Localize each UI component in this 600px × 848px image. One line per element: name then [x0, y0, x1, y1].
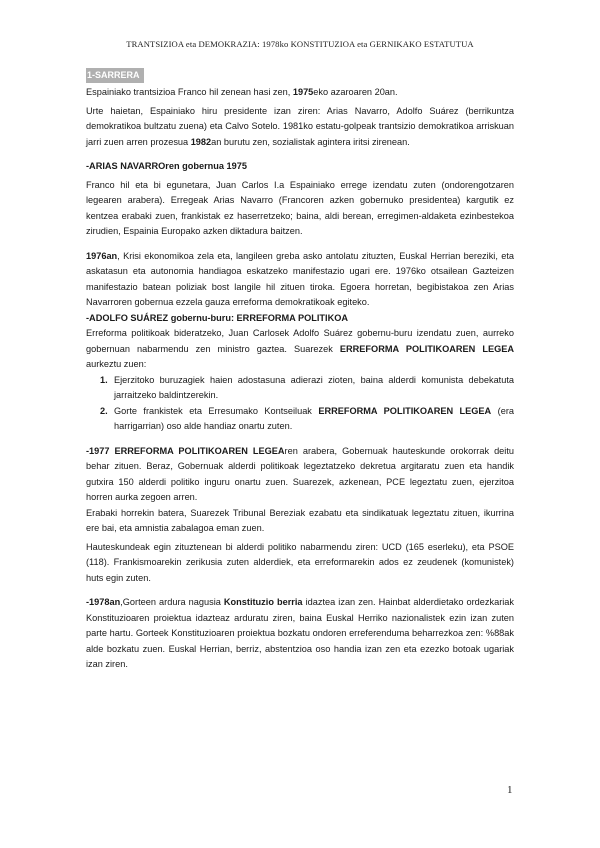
heading-arias-navarro: -ARIAS NAVARROren gobernua 1975 [86, 161, 247, 171]
page-number: 1 [507, 784, 513, 796]
paragraph-1978: -1978an,Gorteen ardura nagusia Konstituzio berria idaztea izan zen. Hainbat alderdietako ordezkariak Konstituzioaren proiektua idazteaz arduratu ziren, baina Euskal Herriko nazionalistek ezin izan zuten parte hartu. Gorteek Konstituzioaren proiektua bozkatu ondoren erreferenduma beharrezkoa zen: %88ak alde bozkatu zuen. Euskal Herrian, berriz, abstentzioa oso handia izan zen eta ezezko botoak ugariak izan ziren. [86, 597, 514, 669]
paragraph-suarez-1: Erreforma politikoak bideratzeko, Juan Carlosek Adolfo Suárez gobernu-buru izendatu zuen, aurreko gobernuan nabarmendu zen ministro gaztea. Suarezek ERREFORMA POLITIKOAREN LEGEA aurkeztu zuen: [86, 328, 514, 369]
list-item: 1. Ejerzitoko buruzagiek haien adostasuna adierazi zioten, baina alderdi komunista debekatuta jarraitzeko baldintzerekin. [100, 374, 514, 400]
document-body [86, 68, 514, 673]
heading-adolfo-suarez: -ADOLFO SUÁREZ gobernu-buru: ERREFORMA POLITIKOA [86, 312, 348, 323]
paragraph-arias-1: Franco hil eta bi egunetara, Juan Carlos I.a Espainiako errege izendatu zuten (ondorengotzaren legearen arabera). Erregeak Arias Navarro (Francoren azken gobernuko presidentea) kargutik ez kentzea erabaki zuen, frankistak ez haserretzeko; baina, aldi berean, erregimen-aldaketa ezinbestekoa zirudien, Espainia Europako azken diktadura baitzen. [86, 179, 514, 236]
paragraph-arias-2: 1976an, Krisi ekonomikoa zela eta, langileen greba asko antolatu zituzten, Euskal Herrian bereziki, eta askatasun eta autonomia handiagoa eskatzeko manifestazio ugari ere. 1976ko otsailean Gazteizen manifestazio batean poliziak bost langile hil zituen tiroka. Egoera horretan, begibistakoa zen Arias Navarroren gobernua ezzela gauza erreforma demokratikoak egiteko. [86, 250, 514, 307]
paragraph-1977-1: -1977 ERREFORMA POLITIKOAREN LEGEAren arabera, Gobernuak hauteskunde orokorrak deitu behar zituen. Beraz, Gobernuak alderdi politikoak legeztatzeko dekretua argitaratu zuen eta handik gutxira 150 alderdi politiko inguru onartu zuen. Suarezek, azkenean, PCE legeztatu zuen, ejerzitoa horren aurka zegoen arren. [86, 445, 514, 502]
paragraph-intro-1: Espainiako trantsizioa Franco hil zenean hasi zen, 1975eko azaroaren 20an. [86, 87, 398, 97]
list-item: 2. Gorte frankistek eta Erresumako Kontseiluak ERREFORMA POLITIKOAREN LEGEA (era harrigarrian) oso alde handiaz onartu zuten. [100, 405, 514, 431]
section-badge-sarrera: 1-SARRERA [86, 68, 144, 83]
paragraph-1977-2: Erabaki horrekin batera, Suarezek Tribunal Bereziak ezabatu eta sindikatuak legeztatu zituen, ikurrina ere bai, eta amnistia zabalagoa eman zuen. [86, 507, 514, 533]
paragraph-1977-3: Hauteskundeak egin zituztenean bi alderdi politiko nabarmendu ziren: UCD (165 eserleku), eta PSOE (118). Frankismoarekin zerikusia zuten alderdiek, eta erreformarekin ados ez zeudenek (komunistek) huts egin zuten. [86, 541, 514, 583]
page-header: TRANTSIZIOA eta DEMOKRAZIA: 1978ko KONSTITUZIOA eta GERNIKAKO ESTATUTUA [126, 39, 474, 49]
reform-list [86, 373, 514, 435]
paragraph-intro-2: Urte haietan, Espainiako hiru presidente izan ziren: Arias Navarro, Adolfo Suárez (berrikuntza demokratikoa bultzatu zuena) eta Calvo Sotelo. 1981ko estatu-golpeak trantsizio demokratikoa arriskuan jarri zuen arren prozesua 1982an burutu zen, sozialistak agintera iritsi zirenean. [86, 105, 514, 147]
